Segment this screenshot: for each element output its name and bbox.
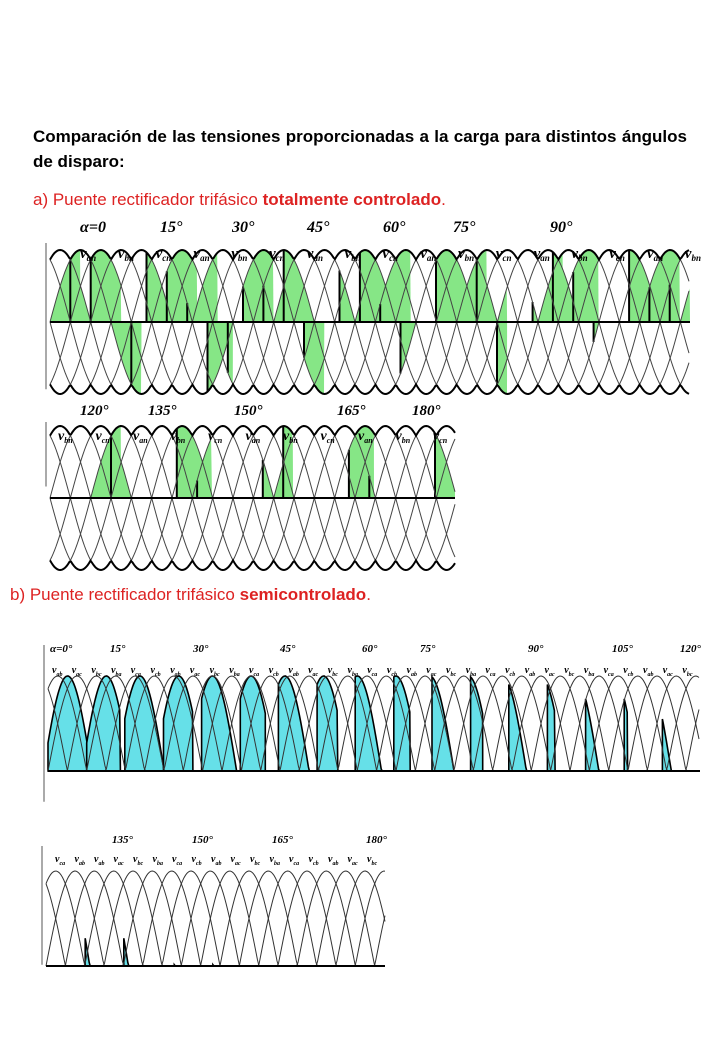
envelope-top bbox=[50, 426, 455, 436]
section-a-prefix: a) Puente rectificador trifásico bbox=[33, 190, 263, 209]
phase-voltage-label: $v_{ca}$ bbox=[172, 854, 183, 867]
phase-voltage-label: $v_{ab}$ bbox=[94, 854, 105, 867]
conduction-area bbox=[662, 719, 676, 771]
firing-angle-label: 75° bbox=[453, 219, 476, 236]
firing-angle-label: 165° bbox=[272, 834, 293, 846]
phase-voltage-label: $v_{bc}$ bbox=[446, 665, 457, 678]
phase-voltage-label: $v_{ba}$ bbox=[111, 665, 122, 678]
conduction-area bbox=[317, 676, 338, 771]
phase-voltage-label: $v_{ab}$ bbox=[328, 854, 339, 867]
firing-angle-label: 15° bbox=[160, 219, 183, 236]
conduction-area bbox=[125, 676, 169, 771]
line-voltage-curve bbox=[46, 871, 385, 966]
phase-voltage-label: $v_{bc}$ bbox=[564, 665, 575, 678]
phase-voltage-label: $v_{ac}$ bbox=[426, 665, 437, 678]
phase-voltage-label: $v_{ca}$ bbox=[55, 854, 66, 867]
phase-voltage-label: $v_{ab}$ bbox=[288, 665, 299, 678]
phase-voltage-label: $v_{ab}$ bbox=[170, 665, 181, 678]
phase-voltage-label: $v_{bn}$ bbox=[283, 429, 298, 445]
phase-voltage-label: $v_{ac}$ bbox=[662, 665, 673, 678]
phase-voltage-label: $v_{bc}$ bbox=[367, 854, 378, 867]
phase-voltage-label: $v_{cb}$ bbox=[268, 665, 279, 678]
phase-voltage-label: $v_{ab}$ bbox=[406, 665, 418, 678]
phase-voltage-label: $v_{ca}$ bbox=[485, 665, 496, 678]
phase-voltage-label: $v_{cn}$ bbox=[155, 246, 172, 263]
phase-voltage-label: $v_{cn}$ bbox=[320, 429, 335, 445]
envelope-bottom bbox=[50, 384, 689, 394]
phase-voltage-label: $v_{bn}$ bbox=[344, 246, 361, 263]
full-controlled-top-diagram bbox=[46, 219, 701, 394]
phase-voltage-label: $v_{ba}$ bbox=[583, 665, 595, 678]
conduction-area bbox=[586, 699, 604, 771]
phase-voltage-label: $v_{an}$ bbox=[80, 246, 97, 263]
phase-voltage-label: $v_{cb}$ bbox=[386, 665, 398, 678]
phase-voltage-label: $v_{ac}$ bbox=[544, 665, 555, 678]
phase-voltage-label: $v_{bc}$ bbox=[250, 854, 261, 867]
phase-voltage-label: $v_{bc}$ bbox=[209, 665, 220, 678]
firing-angle-label: α=0° bbox=[50, 643, 73, 655]
firing-angle-label: 120° bbox=[80, 403, 109, 419]
phase-voltage-label: $v_{an}$ bbox=[193, 246, 210, 263]
phase-voltage-label: $v_{an}$ bbox=[358, 429, 373, 445]
phase-voltage-label: $v_{cb}$ bbox=[191, 854, 202, 867]
phase-voltage-label: $v_{bc}$ bbox=[327, 665, 338, 678]
phase-voltage-label: $v_{ac}$ bbox=[71, 665, 82, 678]
phase-voltage-label: $v_{bn}$ bbox=[458, 246, 475, 263]
firing-angle-label: 60° bbox=[383, 219, 406, 236]
firing-angle-label: 45° bbox=[280, 643, 296, 655]
phase-voltage-label: $v_{ca}$ bbox=[130, 665, 141, 678]
phase-voltage-label: $v_{cb}$ bbox=[505, 665, 516, 678]
firing-angle-label: 15° bbox=[110, 643, 126, 655]
phase-voltage-label: $v_{cn}$ bbox=[269, 246, 285, 263]
section-b-prefix: b) Puente rectificador trifásico bbox=[10, 585, 240, 604]
phase-voltage-label: $v_{ca}$ bbox=[367, 665, 378, 678]
section-a-suffix: . bbox=[441, 190, 446, 209]
phase-voltage-label: $v_{bn}$ bbox=[395, 429, 411, 445]
phase-voltage-label: $v_{bn}$ bbox=[231, 246, 248, 263]
phase-voltage-label: $v_{bn}$ bbox=[170, 429, 186, 445]
line-voltage-curve bbox=[46, 871, 385, 966]
phase-voltage-label: $v_{ac}$ bbox=[308, 665, 319, 678]
phase-voltage-label: $v_{cn}$ bbox=[208, 429, 223, 445]
phase-voltage-label: $v_{ac}$ bbox=[347, 854, 358, 867]
phase-voltage-label: $v_{cn}$ bbox=[495, 246, 512, 263]
phase-voltage-label: $v_{ab}$ bbox=[643, 665, 654, 678]
phase-voltage-label: $v_{cb}$ bbox=[623, 665, 634, 678]
heading: Comparación de las tensiones proporcionadas a la carga para distintos ángulos de disparo: bbox=[33, 127, 687, 171]
phase-voltage-label: $v_{ba}$ bbox=[465, 665, 477, 678]
phase-voltage-label: $v_{bn}$ bbox=[58, 429, 73, 445]
phase-voltage-label: $v_{cn}$ bbox=[433, 429, 448, 445]
phase-voltage-label: $v_{bn}$ bbox=[684, 246, 701, 263]
conduction-area bbox=[509, 685, 531, 772]
conduction-area bbox=[164, 676, 193, 771]
firing-angle-label: 60° bbox=[362, 643, 378, 655]
phase-voltage-label: $v_{ba}$ bbox=[229, 665, 240, 678]
phase-voltage-label: $v_{cn}$ bbox=[95, 429, 110, 445]
line-voltage-curve bbox=[46, 871, 385, 966]
firing-angle-label: 135° bbox=[112, 834, 133, 846]
firing-angle-label: 180° bbox=[366, 834, 387, 846]
semi-controlled-bottom-diagram bbox=[42, 834, 388, 966]
phase-voltage-label: $v_{ac}$ bbox=[189, 665, 201, 678]
phase-voltage-label: $v_{cn}$ bbox=[609, 246, 625, 263]
phase-voltage-label: $v_{bn}$ bbox=[117, 246, 134, 263]
conduction-area bbox=[497, 322, 507, 394]
firing-angle-label: 30° bbox=[193, 643, 209, 655]
phase-voltage-label: $v_{an}$ bbox=[245, 429, 261, 445]
phase-voltage-label: $v_{bn}$ bbox=[571, 246, 588, 263]
firing-angle-label: 30° bbox=[232, 219, 255, 236]
line-voltage-curve bbox=[46, 871, 385, 966]
firing-angle-label: 150° bbox=[192, 834, 213, 846]
phase-voltage-label: $v_{ba}$ bbox=[152, 854, 163, 867]
phase-voltage-label: $v_{ac}$ bbox=[230, 854, 241, 867]
phase-voltage-label: $v_{ca}$ bbox=[603, 665, 614, 678]
phase-voltage-label: $v_{cb}$ bbox=[308, 854, 319, 867]
section-b-suffix: . bbox=[366, 585, 371, 604]
firing-angle-label: 90° bbox=[550, 219, 573, 236]
phase-voltage-label: $v_{an}$ bbox=[420, 246, 437, 263]
firing-angle-label: 75° bbox=[420, 643, 436, 655]
line-voltage-curve bbox=[46, 871, 385, 966]
conduction-area bbox=[124, 938, 131, 966]
firing-angle-label: 165° bbox=[337, 403, 366, 419]
semi-controlled-top-diagram bbox=[44, 643, 702, 802]
firing-angle-label: 120° bbox=[680, 643, 701, 655]
section-b-emphasis: semicontrolado bbox=[239, 585, 367, 604]
full-controlled-bottom-diagram bbox=[46, 403, 455, 570]
phase-voltage-label: $v_{ab}$ bbox=[211, 854, 222, 867]
phase-voltage-label: $v_{cn}$ bbox=[382, 246, 399, 263]
firing-angle-label: α=0 bbox=[80, 219, 106, 236]
phase-voltage-label: $v_{bc}$ bbox=[91, 665, 102, 678]
phase-voltage-label: $v_{an}$ bbox=[647, 246, 664, 263]
firing-angle-label: 150° bbox=[234, 403, 263, 419]
phase-voltage-label: $v_{ac}$ bbox=[113, 854, 124, 867]
phase-voltage-label: $v_{an}$ bbox=[533, 246, 550, 263]
phase-voltage-label: $v_{cb}$ bbox=[150, 665, 161, 678]
phase-voltage-label: $v_{ab}$ bbox=[52, 665, 63, 678]
phase-voltage-label: $v_{ab}$ bbox=[524, 665, 536, 678]
phase-voltage-label: $v_{ba}$ bbox=[269, 854, 280, 867]
phase-voltage-label: $v_{an}$ bbox=[133, 429, 148, 445]
firing-angle-label: 90° bbox=[528, 643, 544, 655]
phase-voltage-label: $v_{an}$ bbox=[306, 246, 323, 263]
firing-angle-label: 180° bbox=[412, 403, 441, 419]
phase-voltage-label: $v_{ca}$ bbox=[249, 665, 260, 678]
phase-voltage-label: $v_{bc}$ bbox=[133, 854, 144, 867]
phase-voltage-label: $v_{bc}$ bbox=[682, 665, 693, 678]
firing-angle-label: 45° bbox=[307, 219, 330, 236]
phase-voltage-label: $v_{ba}$ bbox=[347, 665, 358, 678]
firing-angle-label: 105° bbox=[612, 643, 633, 655]
section-a-emphasis: totalmente controlado bbox=[262, 190, 442, 209]
line-voltage-curve bbox=[46, 871, 385, 966]
envelope-bottom bbox=[50, 560, 455, 570]
firing-angle-label: 135° bbox=[148, 403, 177, 419]
phase-voltage-label: $v_{ca}$ bbox=[289, 854, 300, 867]
phase-voltage-label: $v_{ab}$ bbox=[74, 854, 85, 867]
